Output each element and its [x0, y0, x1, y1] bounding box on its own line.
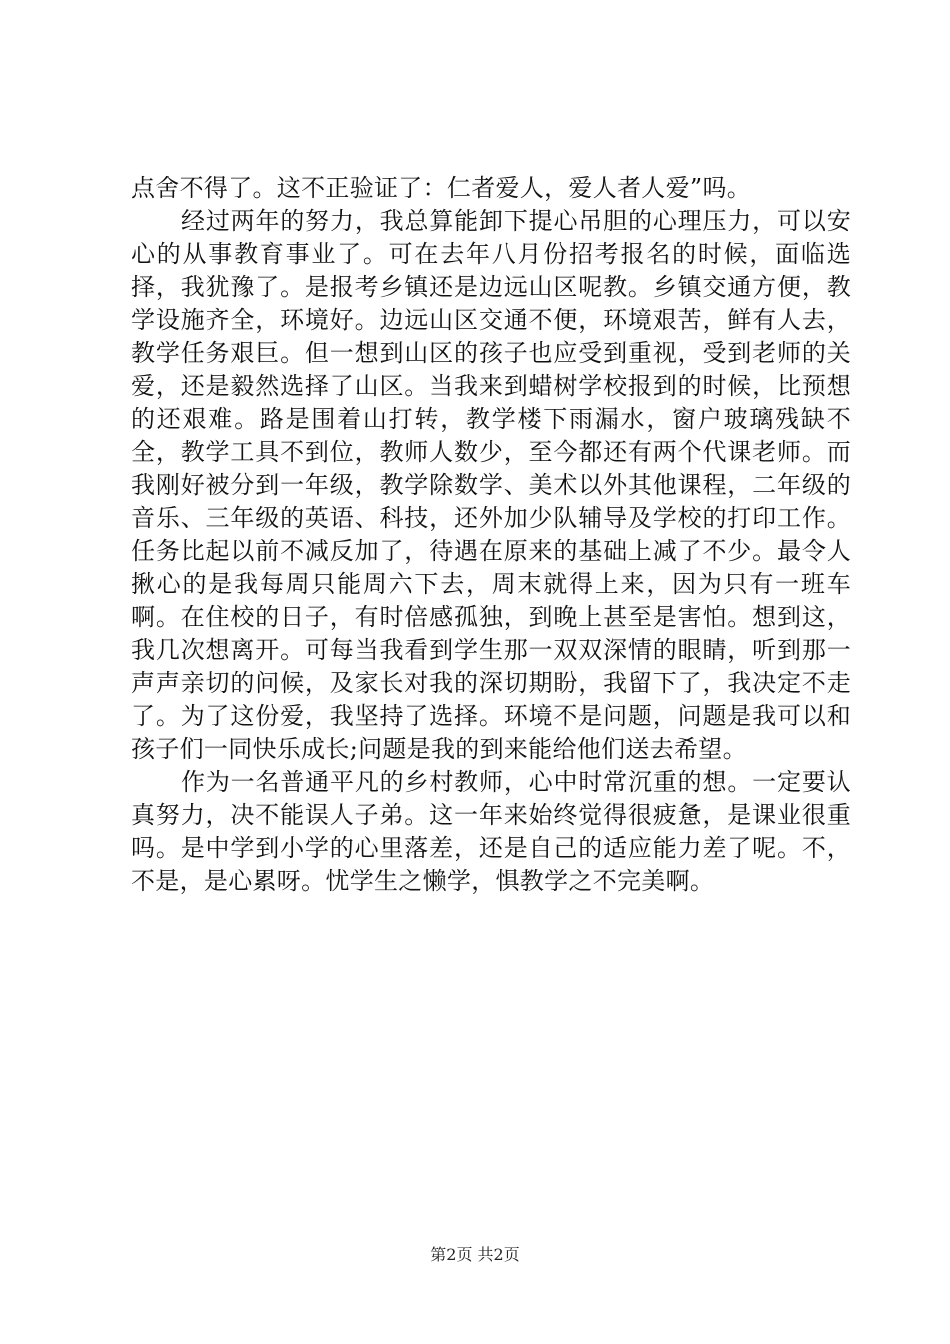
- paragraph-continuation: 点舍不得了。这不正验证了：仁者爱人，爱人者人爱”吗。: [131, 174, 752, 202]
- paragraph-mountain-school: 经过两年的努力，我总算能卸下提心吊胆的心理压力，可以安心的从事教育事业了。可在去年八月份招考报名的时候，面临选择，我犹豫了。是报考乡镇还是边远山区呢教。乡镇交通方便，教学设施齐全，环境好。边远山区交通不便，环境艰苦，鲜有人去，教学任务艰巨。但一想到山区的孩子也应受到重视，受到老师的关爱，还是毅然选择了山区。当我来到蜡树学校报到的时候，比预想的还艰难。路是围着山打转，教学楼下雨漏水，窗户玻璃残缺不全，教学工具不到位，教师人数少，至今都还有两个代课老师。而我刚好被分到一年级，教学除数学、美术以外其他课程，二年级的音乐、三年级的英语、科技，还外加少队辅导及学校的打印工作。任务比起以前不减反加了，待遇在原来的基础上减了不少。最令人揪心的是我每周只能周六下去，周末就得上来，因为只有一班车啊。在住校的日子，有时倍感孤独，到晚上甚至是害怕。想到这，我几次想离开。可每当我看到学生那一双双深情的眼睛，听到那一声声亲切的问候，及家长对我的深切期盼，我留下了，我决定不走了。为了这份爱，我坚持了选择。环境不是问题，问题是我可以和孩子们一同快乐成长;问题是我的到来能给他们送去希望。: [131, 207, 851, 763]
- page-footer: 第2页 共2页: [430, 1245, 520, 1264]
- document-body: [131, 172, 851, 898]
- paragraph-reflection: 作为一名普通平凡的乡村教师，心中时常沉重的想。一定要认真努力，决不能误人子弟。这一年来始终觉得很疲惫，是课业很重吗。是中学到小学的心里落差，还是自己的适应能力差了呢。不，不是，是心累呀。忧学生之懒学，惧教学之不完美啊。: [131, 768, 851, 895]
